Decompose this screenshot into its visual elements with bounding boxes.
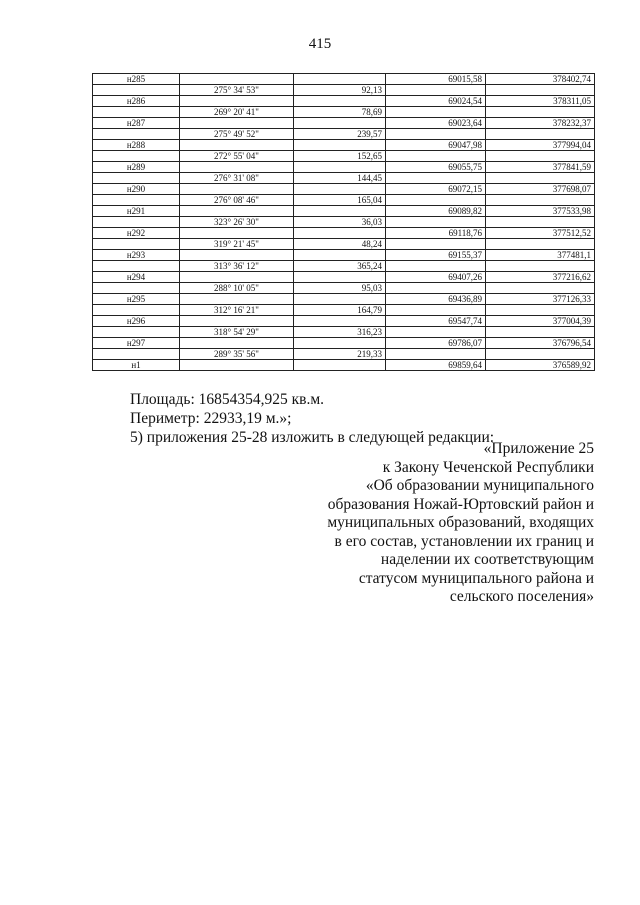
- y-coordinate-cell: [486, 195, 595, 206]
- table-row: [93, 338, 595, 349]
- angle-cell: 319° 21' 45": [180, 239, 294, 250]
- point-cell: [93, 283, 180, 294]
- point-cell: [93, 129, 180, 140]
- x-coordinate-cell: 69072,15: [386, 184, 486, 195]
- distance-cell: 239,57: [294, 129, 386, 140]
- angle-cell: 323° 26' 30": [180, 217, 294, 228]
- x-coordinate-cell: [386, 283, 486, 294]
- y-coordinate-cell: 377841,59: [486, 162, 595, 173]
- table-row: [93, 316, 595, 327]
- y-coordinate-cell: [486, 349, 595, 360]
- point-cell: [93, 239, 180, 250]
- distance-cell: [294, 228, 386, 239]
- x-coordinate-cell: [386, 239, 486, 250]
- x-coordinate-cell: 69047,98: [386, 140, 486, 151]
- x-coordinate-cell: [386, 305, 486, 316]
- point-cell: н286: [93, 96, 180, 107]
- distance-cell: 365,24: [294, 261, 386, 272]
- angle-cell: [180, 294, 294, 305]
- y-coordinate-cell: [486, 173, 595, 184]
- item-5-text: 5) приложения 25-28 изложить в следующей редакции:: [130, 429, 495, 446]
- table-row: [93, 294, 595, 305]
- distance-cell: 144,45: [294, 173, 386, 184]
- x-coordinate-cell: [386, 195, 486, 206]
- distance-cell: [294, 206, 386, 217]
- point-cell: [93, 173, 180, 184]
- table-row: [93, 184, 595, 195]
- table-row: [93, 305, 595, 316]
- angle-cell: 272° 55' 04": [180, 151, 294, 162]
- page-number: 415: [308, 36, 332, 52]
- distance-cell: [294, 294, 386, 305]
- distance-cell: [294, 272, 386, 283]
- angle-cell: 313° 36' 12": [180, 261, 294, 272]
- x-coordinate-cell: 69547,74: [386, 316, 486, 327]
- x-coordinate-cell: 69155,37: [386, 250, 486, 261]
- point-cell: н285: [93, 74, 180, 85]
- area-text: Площадь: 16854354,925 кв.м.: [130, 391, 325, 408]
- table-row: [93, 107, 595, 118]
- y-coordinate-cell: 378311,05: [486, 96, 595, 107]
- angle-cell: 269° 20' 41": [180, 107, 294, 118]
- y-coordinate-cell: 377481,1: [486, 250, 595, 261]
- point-cell: н296: [93, 316, 180, 327]
- x-coordinate-cell: 69089,82: [386, 206, 486, 217]
- x-coordinate-cell: 69024,54: [386, 96, 486, 107]
- y-coordinate-cell: [486, 151, 595, 162]
- angle-cell: [180, 338, 294, 349]
- appendix-header: [264, 440, 594, 607]
- appendix-line: образования Ножай-Юртовский район и: [327, 495, 594, 513]
- appendix-line: в его состав, установлении их границ и: [334, 532, 594, 550]
- angle-cell: [180, 272, 294, 283]
- table-row: [93, 151, 595, 162]
- point-cell: н292: [93, 228, 180, 239]
- table-row: [93, 283, 595, 294]
- x-coordinate-cell: [386, 217, 486, 228]
- y-coordinate-cell: 377004,39: [486, 316, 595, 327]
- y-coordinate-cell: [486, 261, 595, 272]
- table-row: [93, 349, 595, 360]
- distance-cell: [294, 74, 386, 85]
- table-row: [93, 360, 595, 371]
- point-cell: [93, 349, 180, 360]
- point-cell: [93, 151, 180, 162]
- y-coordinate-cell: 377994,04: [486, 140, 595, 151]
- point-cell: н287: [93, 118, 180, 129]
- table-row: [93, 129, 595, 140]
- x-coordinate-cell: 69786,07: [386, 338, 486, 349]
- x-coordinate-cell: [386, 129, 486, 140]
- y-coordinate-cell: [486, 239, 595, 250]
- table-row: [93, 162, 595, 173]
- coordinates-table-body: [93, 74, 595, 371]
- distance-cell: [294, 338, 386, 349]
- angle-cell: [180, 316, 294, 327]
- distance-cell: [294, 250, 386, 261]
- table-row: [93, 272, 595, 283]
- point-cell: н1: [93, 360, 180, 371]
- x-coordinate-cell: [386, 107, 486, 118]
- distance-cell: 78,69: [294, 107, 386, 118]
- distance-cell: 316,23: [294, 327, 386, 338]
- table-row: [93, 96, 595, 107]
- angle-cell: [180, 184, 294, 195]
- table-row: [93, 173, 595, 184]
- point-cell: н290: [93, 184, 180, 195]
- table-row: [93, 228, 595, 239]
- table-row: [93, 140, 595, 151]
- appendix-line: муниципальных образований, входящих: [327, 514, 594, 531]
- distance-cell: [294, 118, 386, 129]
- distance-cell: [294, 96, 386, 107]
- appendix-line: «Приложение 25: [483, 440, 594, 457]
- distance-cell: [294, 140, 386, 151]
- y-coordinate-cell: [486, 327, 595, 338]
- y-coordinate-cell: [486, 107, 595, 118]
- angle-cell: [180, 360, 294, 371]
- point-cell: н295: [93, 294, 180, 305]
- y-coordinate-cell: 376796,54: [486, 338, 595, 349]
- point-cell: н297: [93, 338, 180, 349]
- y-coordinate-cell: [486, 129, 595, 140]
- x-coordinate-cell: [386, 85, 486, 96]
- point-cell: [93, 107, 180, 118]
- distance-cell: 152,65: [294, 151, 386, 162]
- distance-cell: 36,03: [294, 217, 386, 228]
- angle-cell: [180, 206, 294, 217]
- table-row: [93, 118, 595, 129]
- angle-cell: 318° 54' 29": [180, 327, 294, 338]
- point-cell: [93, 217, 180, 228]
- angle-cell: [180, 250, 294, 261]
- x-coordinate-cell: 69118,76: [386, 228, 486, 239]
- appendix-line: к Закону Чеченской Республики: [382, 458, 594, 476]
- appendix-line: «Об образовании муниципального: [365, 477, 594, 494]
- y-coordinate-cell: [486, 85, 595, 96]
- angle-cell: 276° 31' 08": [180, 173, 294, 184]
- angle-cell: 312° 16' 21": [180, 305, 294, 316]
- angle-cell: [180, 118, 294, 129]
- point-cell: н289: [93, 162, 180, 173]
- perimeter-text: Периметр: 22933,19 м.»;: [130, 410, 292, 427]
- appendix-line: статусом муниципального района и: [358, 569, 594, 587]
- point-cell: н293: [93, 250, 180, 261]
- point-cell: н291: [93, 206, 180, 217]
- table-row: [93, 261, 595, 272]
- x-coordinate-cell: 69407,26: [386, 272, 486, 283]
- table-row: [93, 327, 595, 338]
- angle-cell: 275° 49' 52": [180, 129, 294, 140]
- angle-cell: [180, 140, 294, 151]
- distance-cell: [294, 360, 386, 371]
- appendix-line: сельского поселения»: [449, 588, 594, 605]
- y-coordinate-cell: [486, 305, 595, 316]
- x-coordinate-cell: 69436,89: [386, 294, 486, 305]
- x-coordinate-cell: 69023,64: [386, 118, 486, 129]
- distance-cell: [294, 162, 386, 173]
- x-coordinate-cell: [386, 349, 486, 360]
- y-coordinate-cell: 377533,98: [486, 206, 595, 217]
- distance-cell: 165,04: [294, 195, 386, 206]
- y-coordinate-cell: 377698,07: [486, 184, 595, 195]
- point-cell: н288: [93, 140, 180, 151]
- distance-cell: 95,03: [294, 283, 386, 294]
- y-coordinate-cell: 377126,33: [486, 294, 595, 305]
- table-row: [93, 206, 595, 217]
- point-cell: [93, 85, 180, 96]
- table-row: [93, 195, 595, 206]
- x-coordinate-cell: [386, 173, 486, 184]
- y-coordinate-cell: 377216,62: [486, 272, 595, 283]
- x-coordinate-cell: 69015,58: [386, 74, 486, 85]
- x-coordinate-cell: [386, 151, 486, 162]
- distance-cell: 48,24: [294, 239, 386, 250]
- point-cell: [93, 261, 180, 272]
- angle-cell: 276° 08' 46": [180, 195, 294, 206]
- distance-cell: 92,13: [294, 85, 386, 96]
- point-cell: н294: [93, 272, 180, 283]
- appendix-line: наделении их соответствующим: [380, 551, 594, 568]
- table-row: [93, 217, 595, 228]
- table-row: [93, 239, 595, 250]
- x-coordinate-cell: 69055,75: [386, 162, 486, 173]
- distance-cell: [294, 184, 386, 195]
- x-coordinate-cell: [386, 327, 486, 338]
- angle-cell: 275° 34' 53": [180, 85, 294, 96]
- angle-cell: 289° 35' 56": [180, 349, 294, 360]
- angle-cell: 288° 10' 05": [180, 283, 294, 294]
- y-coordinate-cell: 378232,37: [486, 118, 595, 129]
- angle-cell: [180, 162, 294, 173]
- coordinates-table: [92, 73, 595, 371]
- distance-cell: [294, 316, 386, 327]
- distance-cell: 164,79: [294, 305, 386, 316]
- y-coordinate-cell: 378402,74: [486, 74, 595, 85]
- angle-cell: [180, 96, 294, 107]
- y-coordinate-cell: 376589,92: [486, 360, 595, 371]
- y-coordinate-cell: 377512,52: [486, 228, 595, 239]
- table-row: [93, 74, 595, 85]
- y-coordinate-cell: [486, 283, 595, 294]
- distance-cell: 219,33: [294, 349, 386, 360]
- y-coordinate-cell: [486, 217, 595, 228]
- table-row: [93, 85, 595, 96]
- angle-cell: [180, 228, 294, 239]
- x-coordinate-cell: 69859,64: [386, 360, 486, 371]
- point-cell: [93, 327, 180, 338]
- angle-cell: [180, 74, 294, 85]
- point-cell: [93, 195, 180, 206]
- point-cell: [93, 305, 180, 316]
- table-row: [93, 250, 595, 261]
- x-coordinate-cell: [386, 261, 486, 272]
